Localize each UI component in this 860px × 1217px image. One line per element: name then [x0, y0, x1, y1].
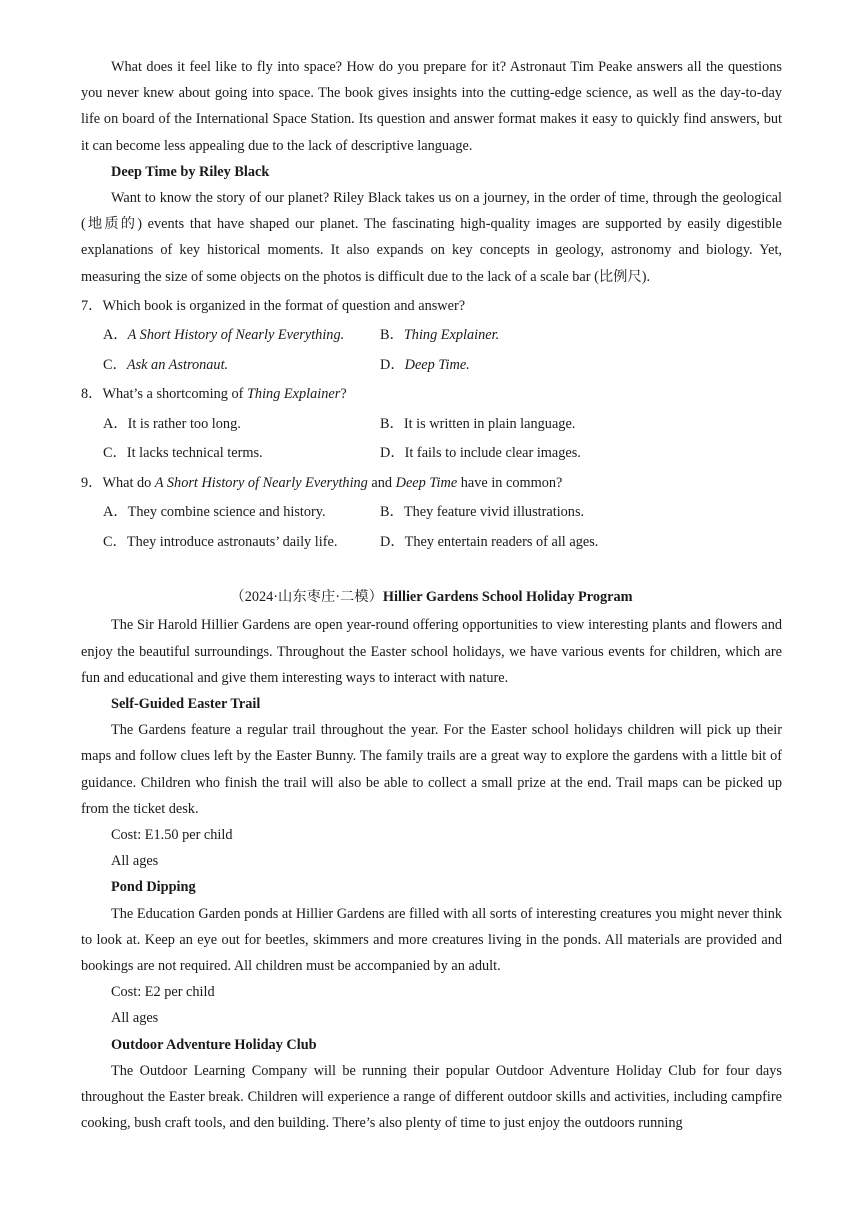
options-row	[81, 498, 782, 528]
question-9	[81, 469, 782, 558]
option-letter: C．	[103, 445, 127, 462]
deep-time-paragraph: Want to know the story of our planet? Riley Black takes us on a journey, in the order of time, through the geological (地质的) events that have shaped our planet. The fascinating high-quality images are supported by easily digestible explanations of key historical moments. It also expands on key concepts in geology, astronomy and biology. Yet, measuring the size of some objects on the photos is difficult due to the lack of a scale bar (比例尺).	[81, 190, 782, 285]
option-d[interactable]	[380, 351, 657, 381]
option-b[interactable]	[380, 321, 657, 351]
question-7	[81, 292, 782, 381]
option-letter: D．	[380, 356, 405, 373]
pond-ages: All ages	[111, 1010, 159, 1027]
section-gap	[81, 557, 782, 582]
question-text: Which book is organized in the format of question and answer?	[102, 297, 466, 314]
option-d[interactable]	[380, 439, 657, 469]
option-letter: A．	[103, 504, 128, 521]
option-a[interactable]	[103, 321, 380, 351]
option-text: Ask an Astronaut.	[126, 356, 229, 373]
document-page	[81, 54, 782, 1136]
pond-heading: Pond Dipping	[111, 879, 196, 896]
option-a[interactable]	[103, 498, 380, 528]
question-text-end: have in common?	[457, 474, 563, 491]
question-book-title: Thing Explainer	[246, 386, 341, 403]
question-book-title: A Short History of Nearly Everything	[154, 474, 368, 491]
option-text: They entertain readers of all ages.	[404, 533, 599, 550]
question-number: 7．	[81, 297, 103, 314]
section-title-text: Hillier Gardens School Holiday Program	[382, 589, 633, 606]
option-text: Thing Explainer.	[403, 327, 500, 344]
option-text: It is written in plain language.	[403, 415, 576, 432]
question-text-mid: and	[367, 474, 396, 491]
option-letter: C．	[103, 356, 127, 373]
option-c[interactable]	[103, 439, 380, 469]
option-letter: A．	[103, 415, 128, 432]
option-b[interactable]	[380, 410, 657, 440]
trail-heading: Self-Guided Easter Trail	[111, 695, 261, 712]
intro-paragraph: The Sir Harold Hillier Gardens are open year-round offering opportunities to view interesting plants and flowers and enjoy the beautiful surroundings. Throughout the Easter school holidays, we have various events for children, which are fun and educational and give them interesting ways to interact with nature.	[81, 617, 782, 686]
astronaut-paragraph: What does it feel like to fly into space? How do you prepare for it? Astronaut Tim Peake answers all the questions you never knew about going into space. The book gives insights into the cutting-edge science, as well as the day-to-day life on board of the International Space Station. Its question and answer format makes it easy to quickly find answers, but it can become less appealing due to the lack of descriptive language.	[81, 59, 782, 154]
options-row	[81, 439, 782, 469]
trail-ages: All ages	[111, 853, 159, 870]
option-letter: A．	[103, 327, 128, 344]
question-text-end: ?	[340, 386, 347, 403]
option-letter: B．	[380, 415, 404, 432]
option-text: They introduce astronauts’ daily life.	[126, 533, 338, 550]
trail-paragraph: The Gardens feature a regular trail throughout the year. For the Easter school holidays children will pick up their maps and follow clues left by the Easter Bunny. The family trails are a great way to explore the gardens with a little bit of guidance. Children who finish the trail will also be able to collect a small prize at the end. Trail maps can be picked up from the ticket desk.	[81, 722, 782, 817]
question-number: 9．	[81, 474, 103, 491]
option-text: A Short History of Nearly Everything.	[127, 327, 345, 344]
section-title	[81, 582, 782, 612]
option-letter: B．	[380, 504, 404, 521]
option-text: It fails to include clear images.	[404, 445, 581, 462]
option-a[interactable]	[103, 410, 380, 440]
question-text: What’s a shortcoming of	[102, 386, 247, 403]
options-row	[81, 410, 782, 440]
club-paragraph: The Outdoor Learning Company will be running their popular Outdoor Adventure Holiday Club for four days throughout the Easter break. Children will experience a range of different outdoor skills and activities, including campfire cooking, bush craft tools, and den building. There’s also plenty of time to just enjoy the outdoors running	[81, 1062, 782, 1132]
option-d[interactable]	[380, 528, 657, 558]
question-book-title: Deep Time	[395, 474, 458, 491]
option-b[interactable]	[380, 498, 657, 528]
option-letter: D．	[380, 445, 405, 462]
options-row	[81, 528, 782, 558]
pond-paragraph: The Education Garden ponds at Hillier Gardens are filled with all sorts of interesting creatures you might never think to look at. Keep an eye out for beetles, skimmers and more creatures living in the ponds. All materials are provided and bookings are not required. All children must be accompanied by an adult.	[81, 905, 782, 974]
option-letter: C．	[103, 533, 127, 550]
option-text: Deep Time.	[404, 356, 470, 373]
club-heading: Outdoor Adventure Holiday Club	[111, 1036, 317, 1053]
section-source: （2024·山东枣庄·二模）	[230, 589, 383, 606]
pond-cost: Cost: E2 per child	[111, 984, 215, 1001]
option-letter: D．	[380, 533, 405, 550]
option-c[interactable]	[103, 351, 380, 381]
question-number: 8．	[81, 386, 103, 403]
option-text: It is rather too long.	[127, 415, 241, 432]
options-row	[81, 321, 782, 351]
trail-cost: Cost: E1.50 per child	[111, 826, 233, 843]
options-row	[81, 351, 782, 381]
deep-time-heading: Deep Time by Riley Black	[111, 163, 270, 180]
option-text: They feature vivid illustrations.	[403, 504, 585, 521]
option-text: It lacks technical terms.	[126, 445, 263, 462]
question-text: What do	[102, 474, 155, 491]
option-letter: B．	[380, 327, 404, 344]
option-c[interactable]	[103, 528, 380, 558]
option-text: They combine science and history.	[127, 504, 326, 521]
question-8	[81, 380, 782, 469]
